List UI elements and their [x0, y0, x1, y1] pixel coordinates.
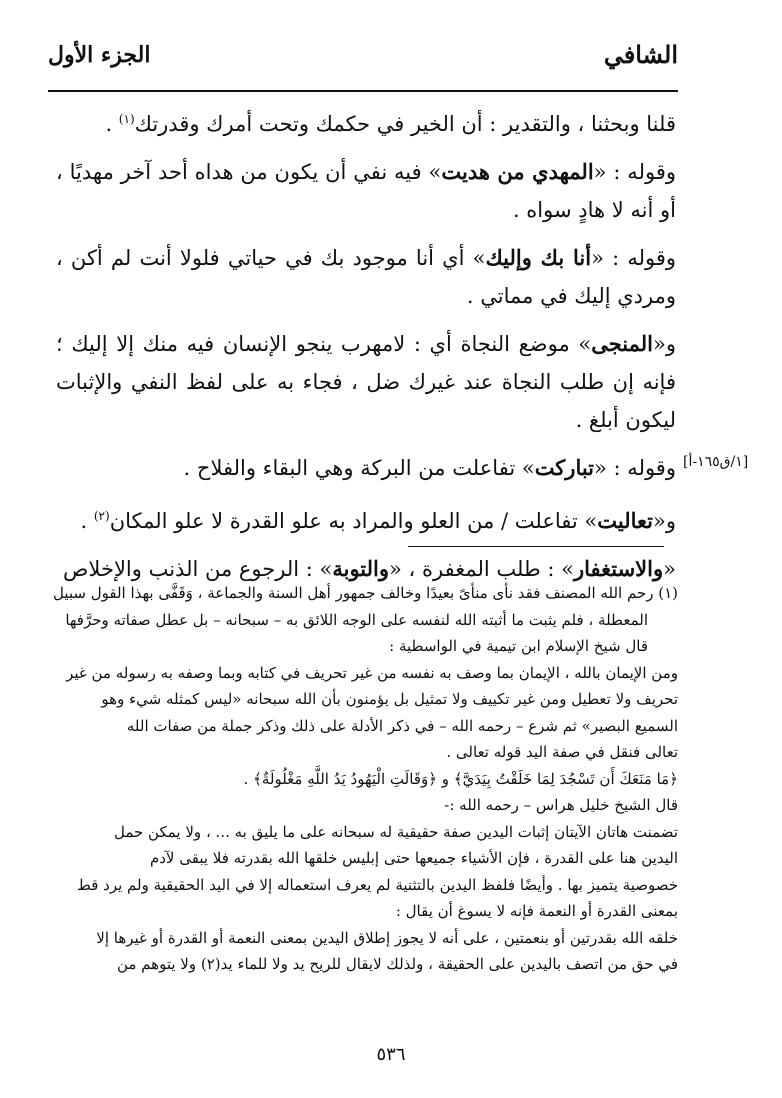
- paragraph-text: » فيه نفي أن يكون من هداه أحد آخر مهديًا ، أو أنه لا هادٍ سواه .: [56, 160, 676, 222]
- manuscript-folio-note: [١/ق١٦٥-أ]: [683, 454, 749, 470]
- paragraph-text: و«: [653, 332, 676, 356]
- paragraph-text: » تفاعلت من البركة وهي البقاء والفلاح .: [183, 456, 535, 480]
- footnote-line: في حق من اتصف باليدين على الحقيقة ، ولذلك لايقال للريح يد ولا للماء يد(٢) ولا يتوهم من: [116, 955, 678, 973]
- body-paragraph: [56, 325, 676, 439]
- footnote-line: خلقه الله بقدرتين أو بنعمتين ، على أنه لا يجوز إطلاق اليدين بمعنى النعمة أو القدرة أو غيرها إلا: [96, 928, 678, 947]
- paragraph-text: وقوله : «: [594, 456, 676, 480]
- paragraph-text: و«: [653, 509, 676, 533]
- book-title: الشافي: [603, 40, 678, 69]
- footnote-line: اليدين هنا على القدرة ، فإن الأشياء جميعها حتى إبليس خلقها الله بقدرته فلا يبقى لآدم: [149, 849, 678, 867]
- footnote-line: (١) رحم الله المصنف فقد نأى منأىً بعيدًا وخالف جمهور أهل السنة والجماعة ، وَقَفَّى بهذا القول سبيل: [52, 584, 678, 602]
- body-paragraph: [56, 153, 676, 229]
- volume-label: الجزء الأول: [48, 42, 151, 68]
- footnote-divider: [408, 546, 664, 547]
- footnote-line: المعطلة ، فلم يثبت ما أثبته الله لنفسه على الوجه اللائق به – سبحانه – بل عطل صفاته وحرَّفها: [65, 610, 648, 629]
- footnote-line: قال شيخ الإسلام ابن تيمية في الواسطية :: [389, 637, 648, 655]
- footnote-line: ومن الإيمان بالله ، الإيمان بما وصف به نفسه من غير تحريف في كتابه وبما وصفه به رسوله من غير: [66, 663, 678, 682]
- footnote-line: قال الشيخ خليل هراس – رحمه الله :-: [444, 796, 678, 814]
- footnote-line: ﴿مَا مَنَعَكَ أَن تَسْجُدَ لِمَا خَلَقْتُ بِيَدَيَّ﴾ و ﴿وَقَالَتِ الْيَهُودُ يَدُ اللَّهِ مَغْلُولَةٌ﴾ .: [243, 769, 678, 788]
- keyword: تباركت: [534, 455, 595, 480]
- footnotes: [48, 580, 678, 978]
- keyword: المنجى: [591, 331, 653, 356]
- paragraph-text: » موضع النجاة أي : لامهرب ينجو الإنسان فيه منك إلا إليك ؛ فإنه إن طلب النجاة عند غيرك ضل ، فجاء به على لفظ النفي والإثبات ليكون أبلغ .: [56, 332, 676, 432]
- footnote-line: تعالى فنقل في صفة اليد قوله تعالى .: [446, 743, 678, 761]
- keyword: أنا بك وإليك: [485, 245, 592, 270]
- footnote-line: بمعنى القدرة أو النعمة فإنه لا يسوغ أن يقال :: [395, 902, 678, 920]
- body-paragraph: [56, 497, 676, 540]
- footnote-ref: (١): [118, 112, 135, 126]
- footnote-line: تضمنت هاتان الآيتان إثبات اليدين صفة حقيقية له سبحانه على ما يليق به ... ، ولا يمكن حمل: [113, 822, 678, 841]
- keyword: والاستغفار: [573, 556, 664, 581]
- footnote-line: تحريف ولا تعطيل ومن غير تكييف ولا تمثيل بل يؤمنون بأن الله سبحانه «ليس كمثله شيء وهو: [101, 690, 678, 708]
- paragraph-text: وقوله : «: [593, 160, 676, 184]
- page-number: ٥٣٦: [376, 1044, 406, 1065]
- page-header: [48, 40, 678, 92]
- paragraph-text: قلنا وبحثنا ، والتقدير : أن الخير في حكمك وتحت أمرك وقدرتك: [134, 112, 676, 136]
- paragraph-text: .: [105, 112, 119, 136]
- body-paragraph: [56, 100, 676, 143]
- paragraph-text: «: [663, 557, 676, 581]
- paragraph-text: » تفاعلت / من العلو والمراد به علو القدرة لا علو المكان: [109, 509, 598, 533]
- footnote-line: السميع البصير» ثم شرع – رحمه الله – في ذكر الأدلة على ذلك وذكر جملة من صفات الله: [126, 716, 678, 735]
- footnote-ref: (٢): [93, 509, 110, 523]
- paragraph-text: » : الرجوع من الذنب والإخلاص: [63, 557, 333, 581]
- body-paragraph: [56, 449, 676, 487]
- main-text: [56, 100, 676, 598]
- keyword: تعاليت: [597, 508, 653, 533]
- paragraph-text: » أي أنا موجود بك في حياتي فلولا أنت لم أكن ، ومردي إليك في مماتي .: [56, 246, 676, 308]
- body-paragraph: [56, 239, 676, 315]
- keyword: والتوبة: [332, 556, 390, 581]
- paragraph-text: » : طلب المغفرة ، «: [389, 557, 574, 581]
- footnote-line: خصوصية يتميز بها . وأيضًا فلفظ اليدين بالتثنية لم يعرف استعماله إلا في اليد الحقيقية ولم يرد قط: [76, 875, 678, 894]
- keyword: المهدي من هديت: [441, 159, 594, 184]
- paragraph-text: وقوله : «: [591, 246, 677, 270]
- paragraph-text: .: [80, 509, 94, 533]
